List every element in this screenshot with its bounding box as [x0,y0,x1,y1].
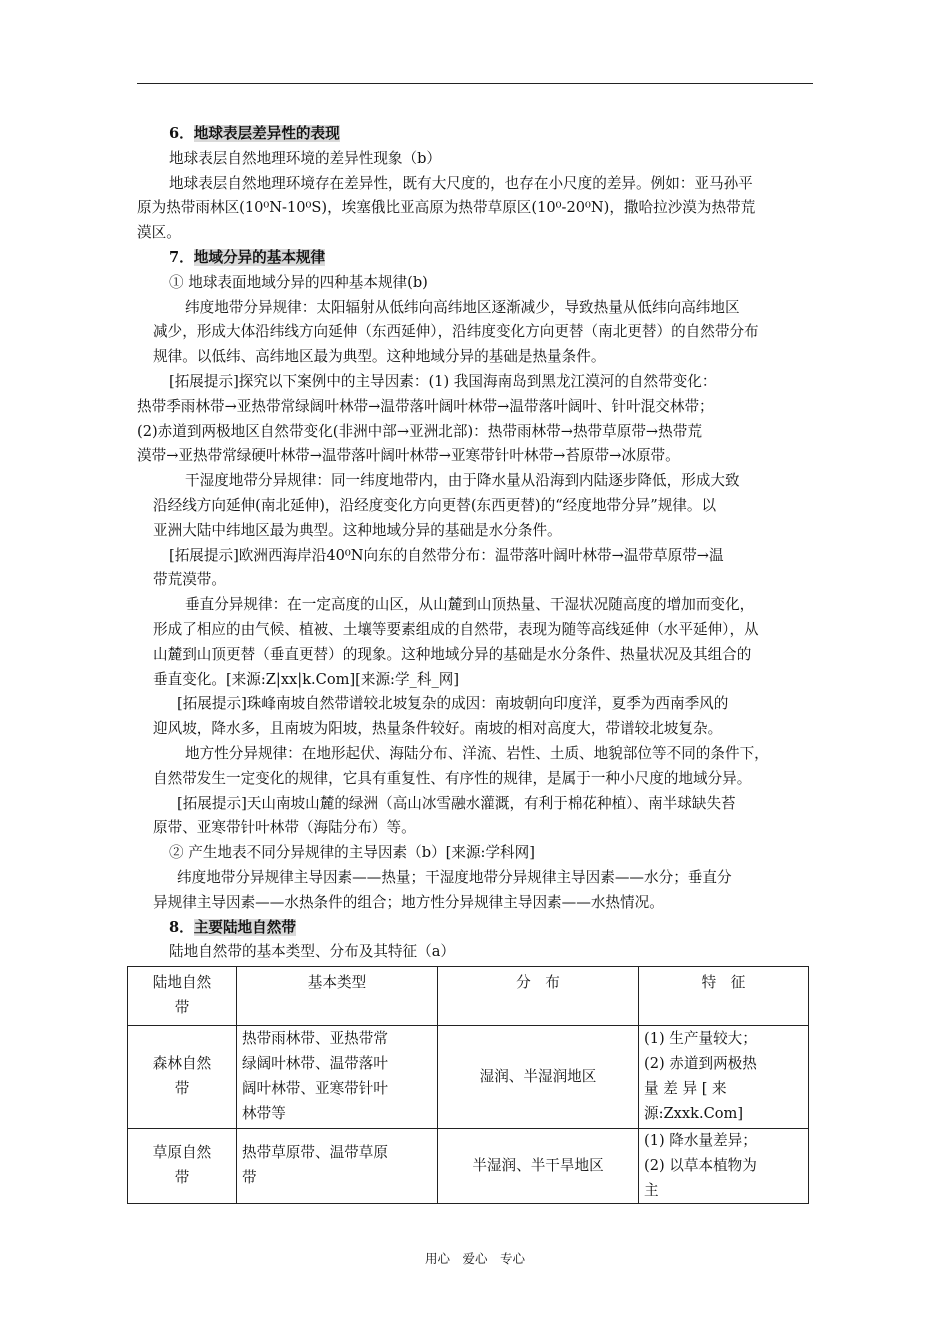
cell-line: 阔叶林带、亚寒带针叶 [242,1080,388,1097]
text-run: (2)赤道到两极地区自然带变化(非洲中部→亚洲北部)：热带雨林带→热带草原带→热带荒 [137,422,702,440]
cell-line: 林带等 [242,1104,286,1122]
text-run: [拓展提示]欧洲西海岸沿40⁰N向东的自然带分布：温带落叶阔叶林带→温带草原带→温 [169,546,724,564]
cell-line: 量 差 异 [ 来 [644,1080,727,1097]
table-row [128,1026,809,1129]
text-line [137,172,813,197]
section-heading: 地域分异的基本规律 [193,248,326,266]
text-line [137,593,813,618]
table-cell [639,1129,809,1204]
text-line [137,271,813,296]
text-run: 地方性分异规律：在地形起伏、海陆分布、洋流、岩性、土质、地貌部位等不同的条件下， [185,744,769,762]
text-line [137,643,813,668]
text-line [137,196,813,221]
cell-line: 带 [174,998,190,1016]
text-run: [拓展提示]探究以下案例中的主导因素：(1) 我国海南岛到黑龙江漠河的自然带变化： [169,372,717,390]
table-header-cell [438,967,639,1026]
text-line [137,742,813,767]
text-run: 垂直分异规律：在一定高度的山区，从山麓到山顶热量、干湿状况随高度的增加而变化， [185,596,755,614]
table-header-cell [639,967,809,1026]
text-run: 原为热带雨林区(10⁰N-10⁰S)，埃塞俄比亚高原为热带草原区(10⁰-20⁰N)，撒哈拉沙漠为热带荒 [137,199,756,217]
text-line [137,940,813,965]
text-line [137,147,813,172]
header-rule [137,83,813,84]
text-line [137,767,813,792]
text-line [137,519,813,544]
text-run: 热带季雨林带→亚热带常绿阔叶林带→温带落叶阔叶林带→温带落叶阔叶、针叶混交林带； [137,397,714,415]
section-heading: 地球表层差异性的表现 [193,125,340,142]
text-line [137,494,813,519]
text-run: 山麓到山顶更替（垂直更替）的现象。这种地域分异的基础是水分条件、热量状况及其组合的 [153,645,752,663]
text-line [137,717,813,742]
cell-line: (2) 以草本植物为 [644,1156,757,1174]
section-heading: 主要陆地自然带 [193,918,296,936]
text-run: 漠区。 [137,224,181,242]
text-run: 带荒漠带。 [153,571,226,589]
page-footer: 用心 爱心 专心 [424,1251,525,1266]
text-line [137,792,813,817]
cell-line: 带 [174,1169,190,1187]
text-run: 异规律主导因素——水热条件的组合；地方性分异规律主导因素——水热情况。 [153,893,664,911]
text-run: 迎风坡，降水多，且南坡为阳坡，热量条件较好。南坡的相对高度大，带谱较北坡复杂。 [153,720,723,738]
cell-line: 主 [644,1181,659,1199]
text-line [137,544,813,569]
section-heading: 8． [169,918,194,936]
text-line [137,420,813,445]
text-run: 漠带→亚热带常绿硬叶林带→温带落叶阔叶林带→亚寒带针叶林带→苔原带→冰原带。 [137,447,680,465]
table-cell [237,1026,438,1129]
cell-line: 特 征 [701,974,746,991]
cell-line: 带 [174,1080,190,1097]
text-run: 形成了相应的由气候、植被、土壤等要素组成的自然带，表现为随等高线延伸（水平延伸），从 [153,620,759,638]
text-run: ② 产生地表不同分异规律的主导因素（b）[来源:学科网] [169,844,535,862]
cell-line: 带 [242,1169,257,1187]
section-heading: 6． [169,125,194,142]
text-run: 减少，形成大体沿纬线方向延伸（东西延伸），沿纬度变化方向更替（南北更替）的自然带分布 [153,323,759,341]
table-cell [438,1026,639,1129]
table-cell [639,1026,809,1129]
text-run: 原带、亚寒带针叶林带（海陆分布）等。 [153,819,416,837]
text-run: 沿经线方向延伸(南北延伸)，沿经度变化方向更替(东西更替)的“经度地带分异”规律。以 [153,496,717,514]
cell-line: 热带雨林带、亚热带常 [242,1030,388,1048]
text-line [137,866,813,891]
cell-line: 基本类型 [307,974,367,991]
text-run: ① 地球表面地域分异的四种基本规律(b) [169,273,428,291]
text-run: 亚洲大陆中纬地区最为典型。这种地域分异的基础是水分条件。 [153,521,562,539]
table-header-cell [237,967,438,1026]
table-cell [237,1129,438,1204]
text-line [137,370,813,395]
text-run: 垂直变化。[来源:Z|xx|k.Com][来源:学_科_网] [153,670,460,688]
table-cell [438,1129,639,1204]
text-line [137,395,813,420]
text-line [137,246,813,271]
text-run: 自然带发生一定变化的规律，它具有重复性、有序性的规律，是属于一种小尺度的地域分异。 [153,769,752,787]
section-heading: 7． [169,248,194,266]
text-line [137,320,813,345]
text-line [137,692,813,717]
text-run: 干湿度地带分异规律：同一纬度地带内，由于降水量从沿海到内陆逐步降低，形成大致 [185,472,740,490]
document-body [137,122,813,965]
table-header-cell [128,967,237,1026]
cell-line: 热带草原带、温带草原 [242,1144,388,1162]
text-line [137,568,813,593]
text-run: 地球表层自然地理环境存在差异性，既有大尺度的，也存在小尺度的差异。例如：亚马孙平 [169,174,753,192]
text-line [137,816,813,841]
table-cell [128,1026,237,1129]
cell-line: (2) 赤道到两极热 [644,1055,757,1073]
cell-line: 森林自然 [152,1055,212,1073]
cell-line: 草原自然 [152,1144,212,1162]
text-run: 纬度地带分异规律：太阳辐射从低纬向高纬地区逐渐减少，导致热量从低纬向高纬地区 [185,298,740,316]
text-line [137,296,813,321]
cell-line: 源:Zxxk.Com] [644,1104,744,1122]
text-line [137,469,813,494]
text-line [137,221,813,246]
table-row [128,1129,809,1204]
cell-line: 分 布 [516,974,560,991]
text-line [137,345,813,370]
cell-line: 湿润、半湿润地区 [479,1067,597,1085]
table-cell [128,1129,237,1204]
cell-line: (1) 生产量较大； [644,1030,757,1048]
cell-line: 半湿润、半干旱地区 [472,1156,604,1174]
text-line [137,618,813,643]
text-line [137,444,813,469]
text-line [137,668,813,693]
text-run: 陆地自然带的基本类型、分布及其特征（a） [169,943,455,961]
text-run: [拓展提示]珠峰南坡自然带谱较北坡复杂的成因：南坡朝向印度洋，夏季为西南季风的 [177,695,729,713]
text-run: [拓展提示]天山南坡山麓的绿洲（高山冰雪融水灌溉，有利于棉花种植）、南半球缺失苔 [177,794,736,812]
cell-line: (1) 降水量差异； [644,1132,757,1149]
cell-line: 绿阔叶林带、温带落叶 [242,1055,388,1073]
table-header-row [128,967,809,1026]
text-run: 纬度地带分异规律主导因素——热量；干湿度地带分异规律主导因素——水分；垂直分 [177,868,732,886]
text-line [137,891,813,916]
text-run: 规律。以低纬、高纬地区最为典型。这种地域分异的基础是热量条件。 [153,348,606,366]
land-zones-table [127,966,809,1204]
text-run: 地球表层自然地理环境的差异性现象（b） [169,149,442,167]
text-line [137,122,813,147]
text-line [137,841,813,866]
cell-line: 陆地自然 [152,974,212,991]
text-line [137,916,813,941]
